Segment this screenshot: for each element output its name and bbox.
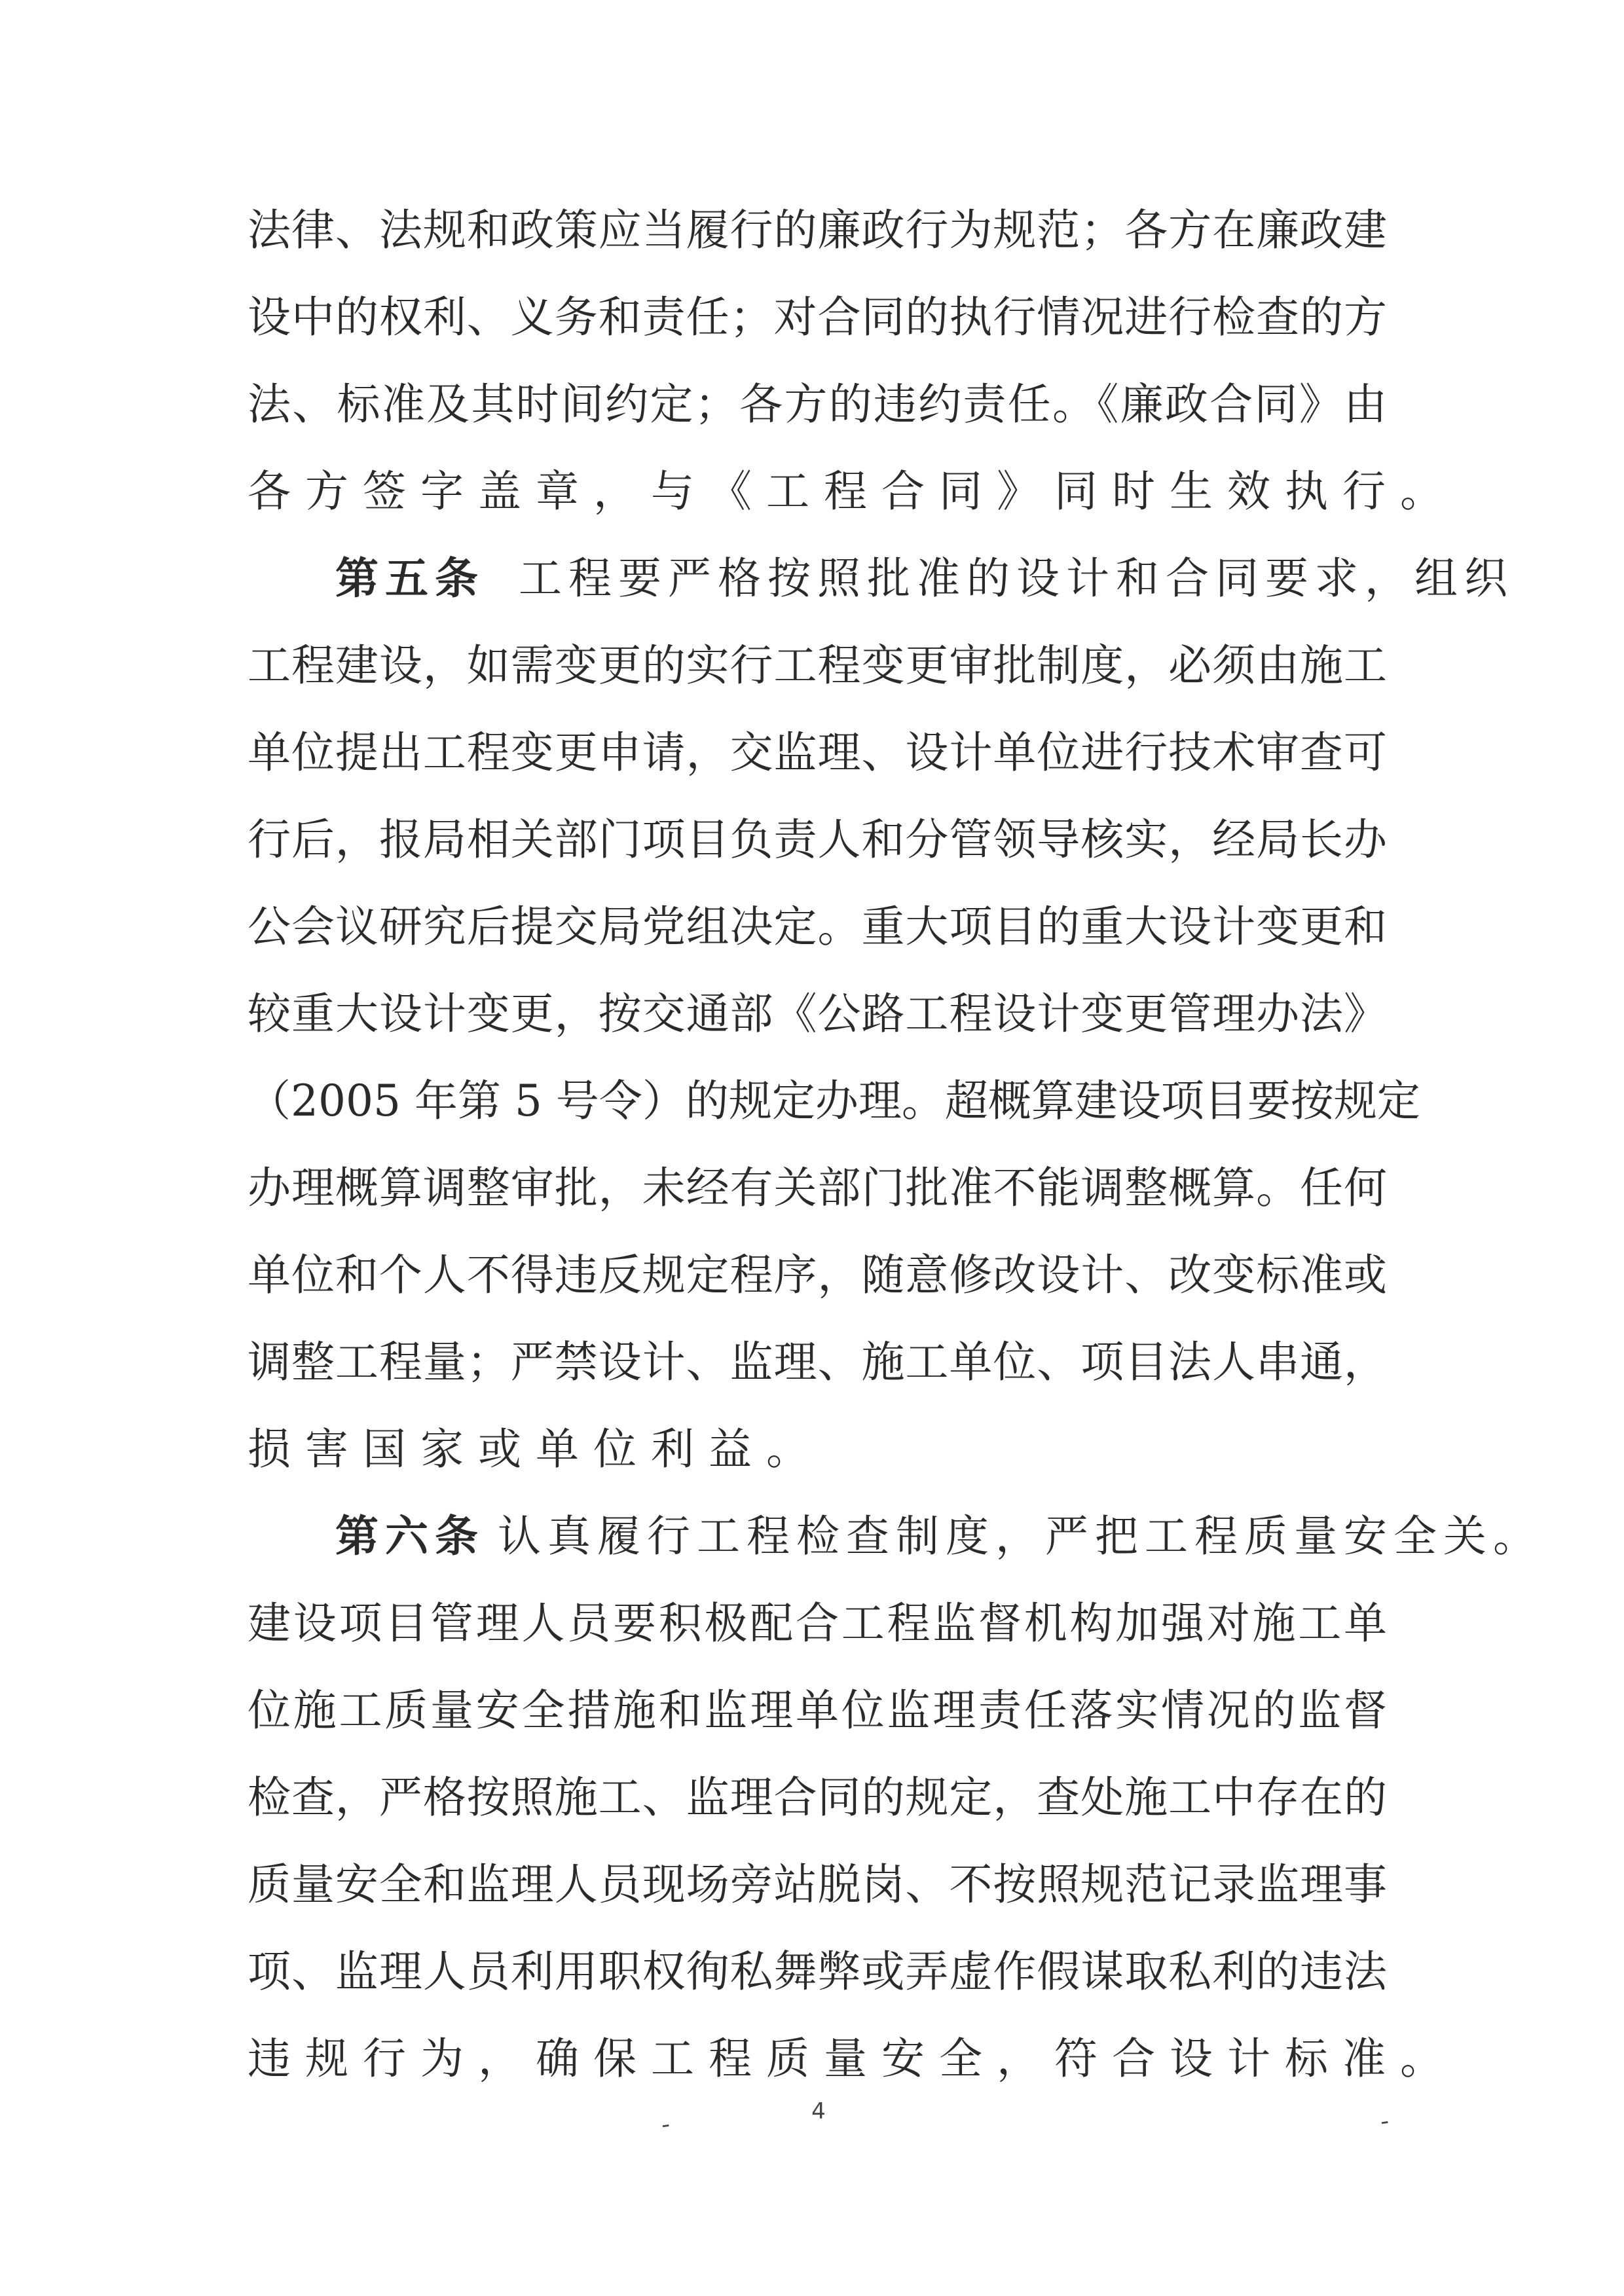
text-line: 调整工程量；严禁设计、监理、施工单位、项目法人串通， bbox=[248, 1337, 1387, 1387]
text-line: 设中的权利、义务和责任；对合同的执行情况进行检查的方 bbox=[248, 292, 1387, 342]
text-line: 质量安全和监理人员现场旁站脱岗、不按照规范记录监理事 bbox=[248, 1859, 1387, 1910]
scan-mark: - bbox=[1378, 2107, 1391, 2136]
text-line: 单位提出工程变更申请，交监理、设计单位进行技术审查可 bbox=[248, 727, 1387, 778]
text-line: 项、监理人员利用职权徇私舞弊或弄虚作假谋取私利的违法 bbox=[248, 1946, 1387, 1997]
text-line: 办理概算调整审批，未经有关部门批准不能调整概算。任何 bbox=[248, 1163, 1387, 1213]
article-6-first-line bbox=[335, 1491, 1543, 1582]
text-line: 损害国家或单位利益。 bbox=[248, 1424, 824, 1474]
page-number: 4 bbox=[811, 2098, 826, 2124]
text-line: 法律、法规和政策应当履行的廉政行为规范；各方在廉政建 bbox=[248, 205, 1387, 255]
article-5-first-line bbox=[335, 533, 1514, 625]
text-line: 单位和个人不得违反规定程序，随意修改设计、改变标准或 bbox=[248, 1250, 1387, 1300]
text-line: 位施工质量安全措施和监理单位监理责任落实情况的监督 bbox=[248, 1685, 1387, 1736]
scan-mark: - bbox=[659, 2111, 672, 2139]
text-line: 各方签字盖章，与《工程合同》同时生效执行。 bbox=[248, 466, 1458, 517]
text-line: 工程建设，如需变更的实行工程变更审批制度，必须由施工 bbox=[248, 640, 1387, 691]
article-6-text: 认真履行工程检查制度，严把工程质量安全关。 bbox=[498, 1511, 1543, 1561]
article-5-heading: 第五条 bbox=[335, 553, 485, 604]
text-line: 违规行为，确保工程质量安全，符合设计标准。 bbox=[248, 2033, 1458, 2084]
text-line: 检查，严格按照施工、监理合同的规定，查处施工中存在的 bbox=[248, 1772, 1387, 1823]
text-line: 较重大设计变更，按交通部《公路工程设计变更管理办法》 bbox=[248, 989, 1387, 1039]
text-line: 法、标准及其时间约定；各方的违约责任。《廉政合同》由 bbox=[248, 379, 1387, 429]
article-5-text: 工程要严格按照批准的设计和合同要求，组织 bbox=[519, 553, 1514, 604]
text-line: 行后，报局相关部门项目负责人和分管领导核实，经局长办 bbox=[248, 814, 1387, 865]
text-line: （2005 年第 5 号令）的规定办理。超概算建设项目要按规定 bbox=[248, 1076, 1420, 1126]
article-6-heading: 第六条 bbox=[335, 1511, 485, 1561]
text-line: 建设项目管理人员要积极配合工程监督机构加强对施工单 bbox=[248, 1598, 1387, 1649]
text-line: 公会议研究后提交局党组决定。重大项目的重大设计变更和 bbox=[248, 902, 1387, 952]
